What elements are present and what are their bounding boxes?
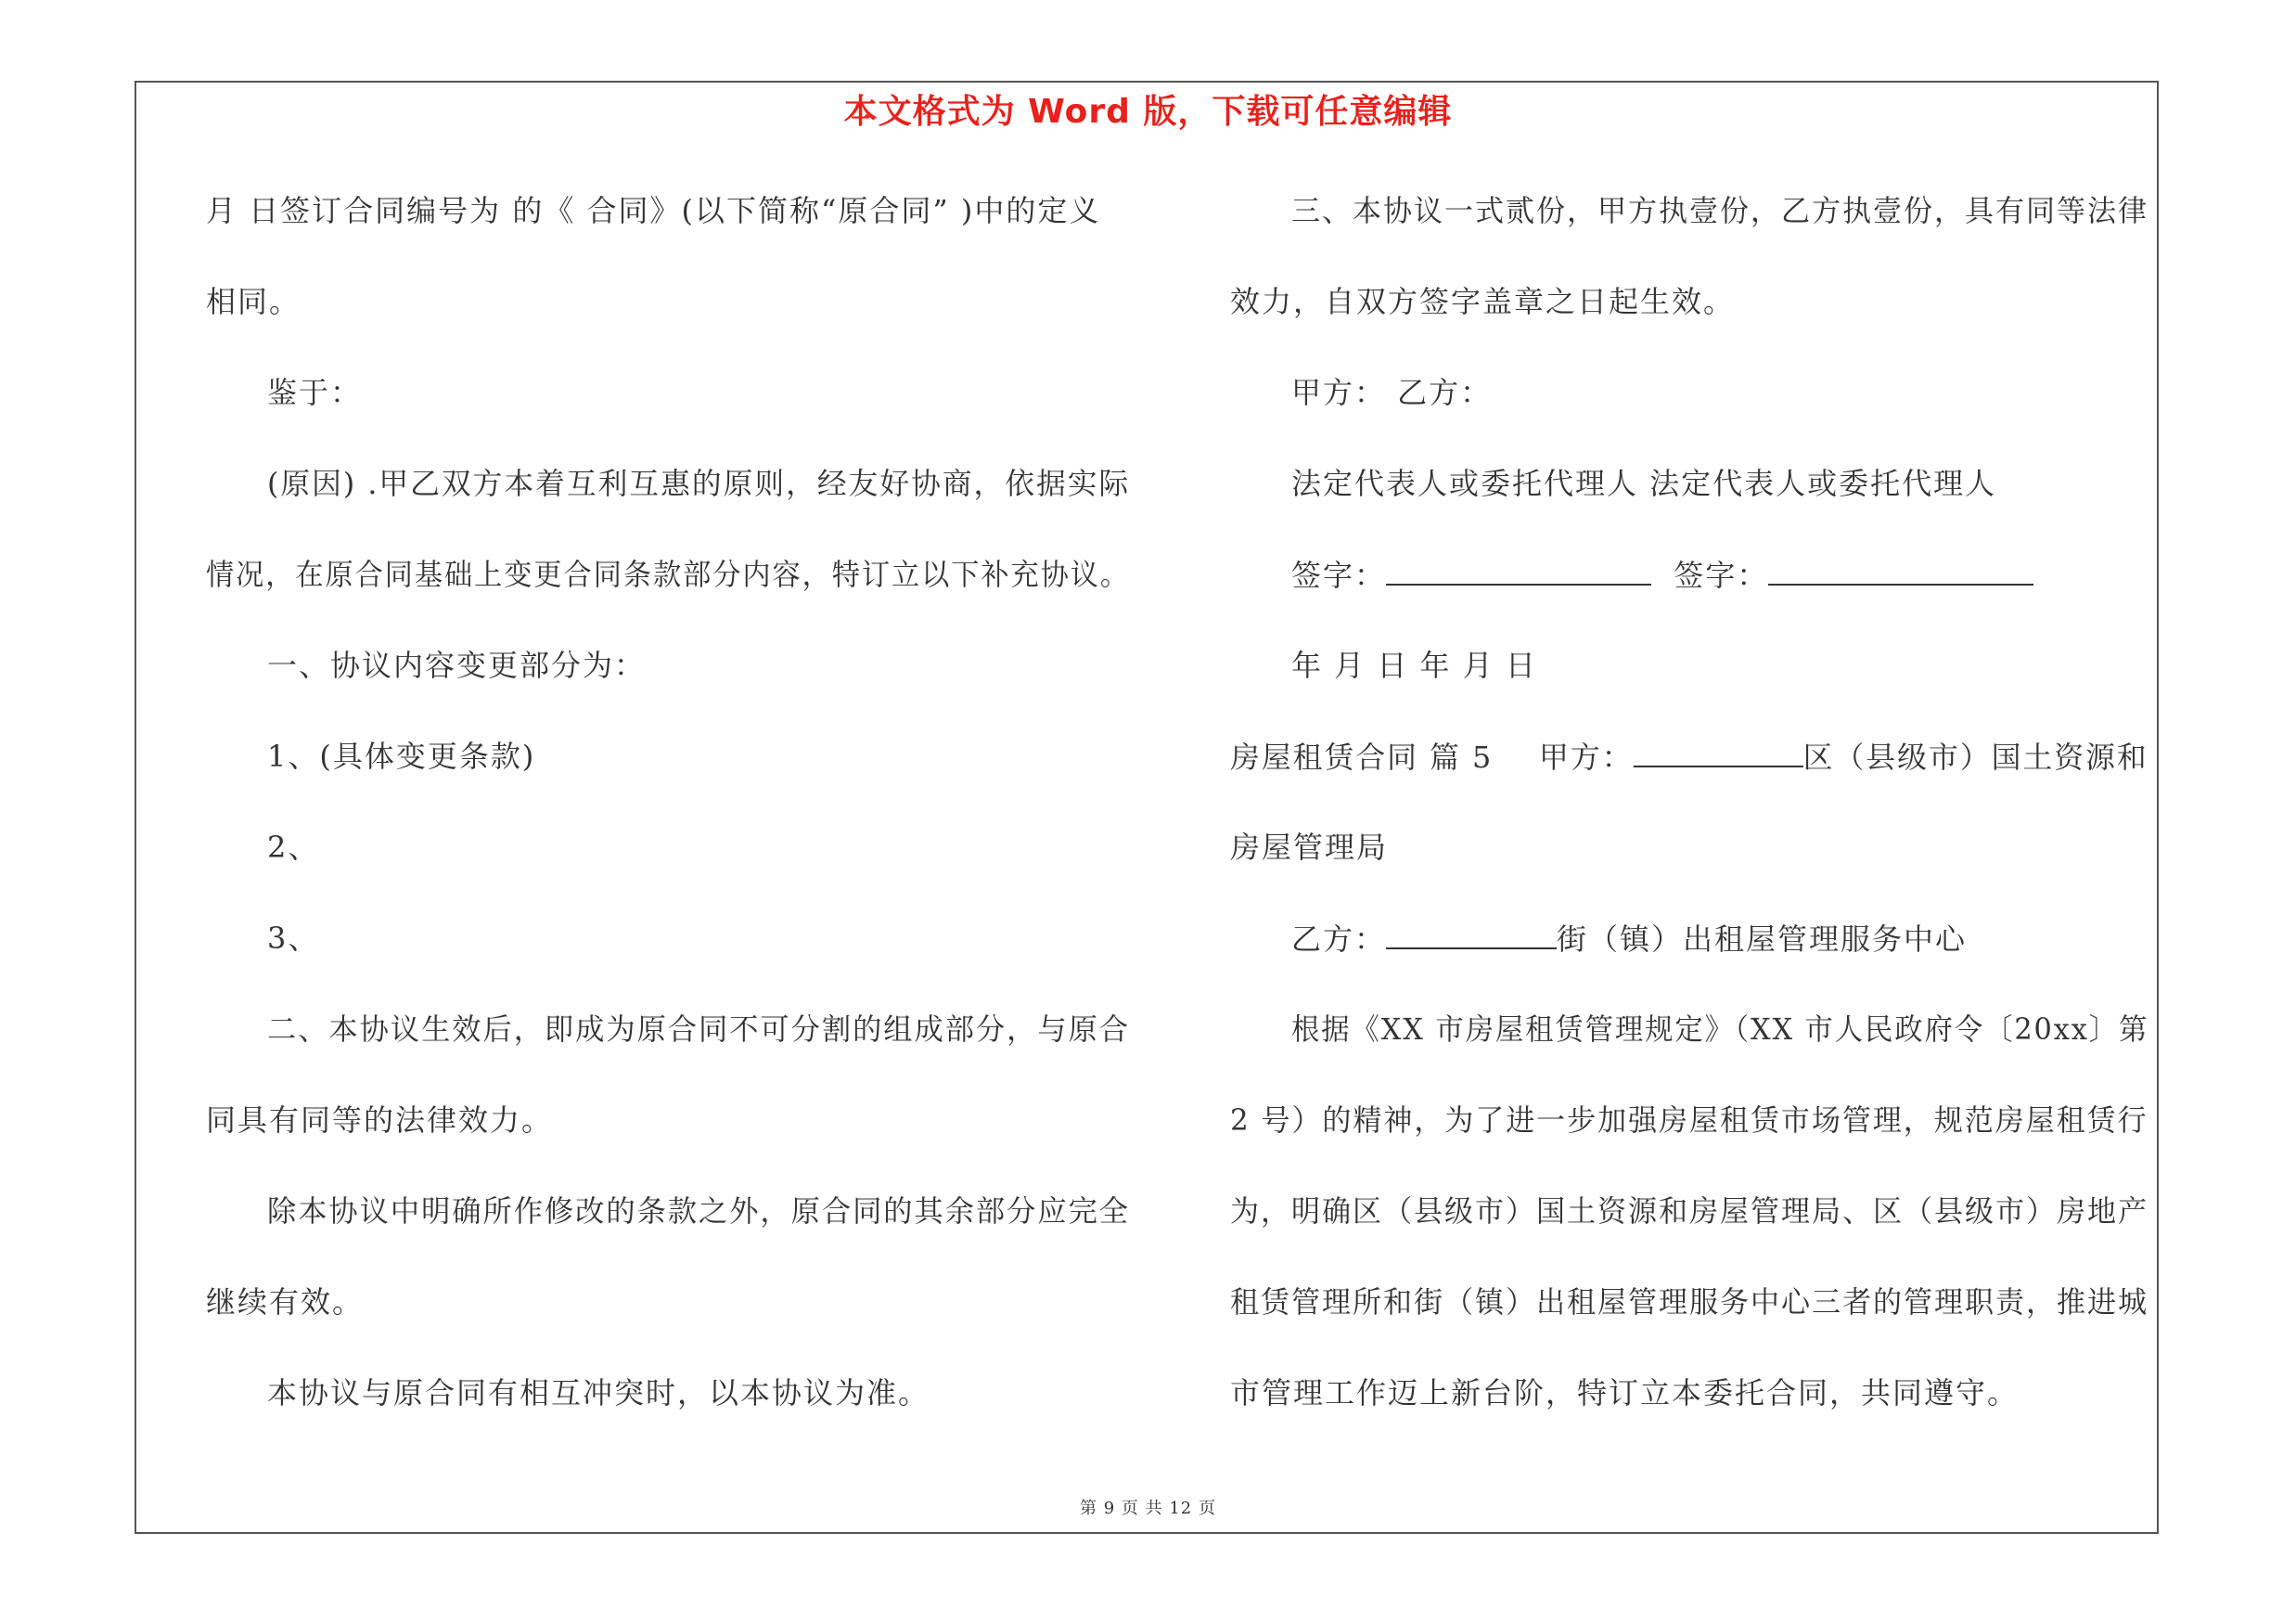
word-format-banner: 本文格式为 Word 版，下载可任意编辑 [843, 93, 1453, 131]
parties-line: 甲方： 乙方： [1291, 375, 1493, 410]
party-a-blank[interactable] [1634, 738, 1803, 767]
page-number-footer: 第 9 页 共 12 页 [1080, 1499, 1216, 1518]
party-b-line [1291, 920, 1967, 958]
paragraph-line: 情况，在原合同基础上变更合同条款部分内容，特订立以下补充协议。 [206, 557, 1131, 592]
paragraph-line: (原因) .甲乙双方本着互利互惠的原则，经友好协商，依据实际 [267, 466, 1131, 501]
dates-line: 年 月 日 年 月 日 [1291, 648, 1537, 683]
paragraph-line: 相同。 [206, 284, 301, 319]
paragraph-line: 鉴于： [267, 375, 363, 410]
signature-blank-b[interactable] [1768, 556, 2033, 586]
party-b-suffix: 街（镇）出租屋管理服务中心 [1557, 921, 1968, 957]
paragraph-line: 除本协议中明确所作修改的条款之外，原合同的其余部分应完全 [267, 1193, 1131, 1229]
paragraph-line: 根据《XX 市房屋租赁管理规定》（XX 市人民政府令〔20xx〕第 [1291, 1011, 2149, 1047]
party-a-suffix: 区（县级市）国土资源和 [1802, 740, 2148, 775]
paragraph-line: 三、本协议一式贰份，甲方执壹份，乙方执壹份，具有同等法律 [1291, 193, 2149, 228]
paragraph-line: 二、本协议生效后，即成为原合同不可分割的组成部分，与原合 [267, 1011, 1131, 1047]
paragraph-line: 2 号）的精神，为了进一步加强房屋租赁市场管理，规范房屋租赁行 [1230, 1102, 2148, 1138]
paragraph-line: 为，明确区（县级市）国土资源和房屋管理局、区（县级市）房地产 [1230, 1193, 2149, 1229]
paragraph-line: 2、 [267, 830, 320, 865]
paragraph-line: 房屋管理局 [1230, 830, 1389, 865]
party-b-blank[interactable] [1386, 920, 1557, 949]
paragraph-line: 租赁管理所和街（镇）出租屋管理服务中心三者的管理职责，推进城 [1230, 1284, 2149, 1320]
sign-label-a: 签字： [1291, 558, 1387, 593]
paragraph-line: 一、协议内容变更部分为： [267, 648, 647, 683]
paragraph-line: 月 日签订合同编号为 的《 合同》(以下简称“原合同” )中的定义 [206, 193, 1101, 228]
signature-blank-a[interactable] [1386, 556, 1651, 586]
section-heading-line [1230, 738, 2148, 776]
paragraph-line: 市管理工作迈上新台阶，特订立本委托合同，共同遵守。 [1230, 1375, 2020, 1410]
section-title: 房屋租赁合同 篇 5 [1230, 740, 1494, 775]
paragraph-line: 继续有效。 [206, 1284, 365, 1320]
paragraph-line: 1、(具体变更条款) [267, 739, 536, 774]
sign-label-b: 签字： [1674, 558, 1769, 593]
paragraph-line: 本协议与原合同有相互冲突时，以本协议为准。 [267, 1375, 930, 1410]
signature-line [1291, 556, 2033, 594]
paragraph-line: 3、 [267, 921, 320, 956]
paragraph-line: 同具有同等的法律效力。 [206, 1102, 554, 1138]
paragraph-line: 效力，自双方签字盖章之日起生效。 [1230, 284, 1736, 319]
representatives-line: 法定代表人或委托代理人 法定代表人或委托代理人 [1291, 466, 1997, 501]
party-a-label: 甲方： [1539, 740, 1634, 775]
party-b-label: 乙方： [1291, 921, 1387, 957]
